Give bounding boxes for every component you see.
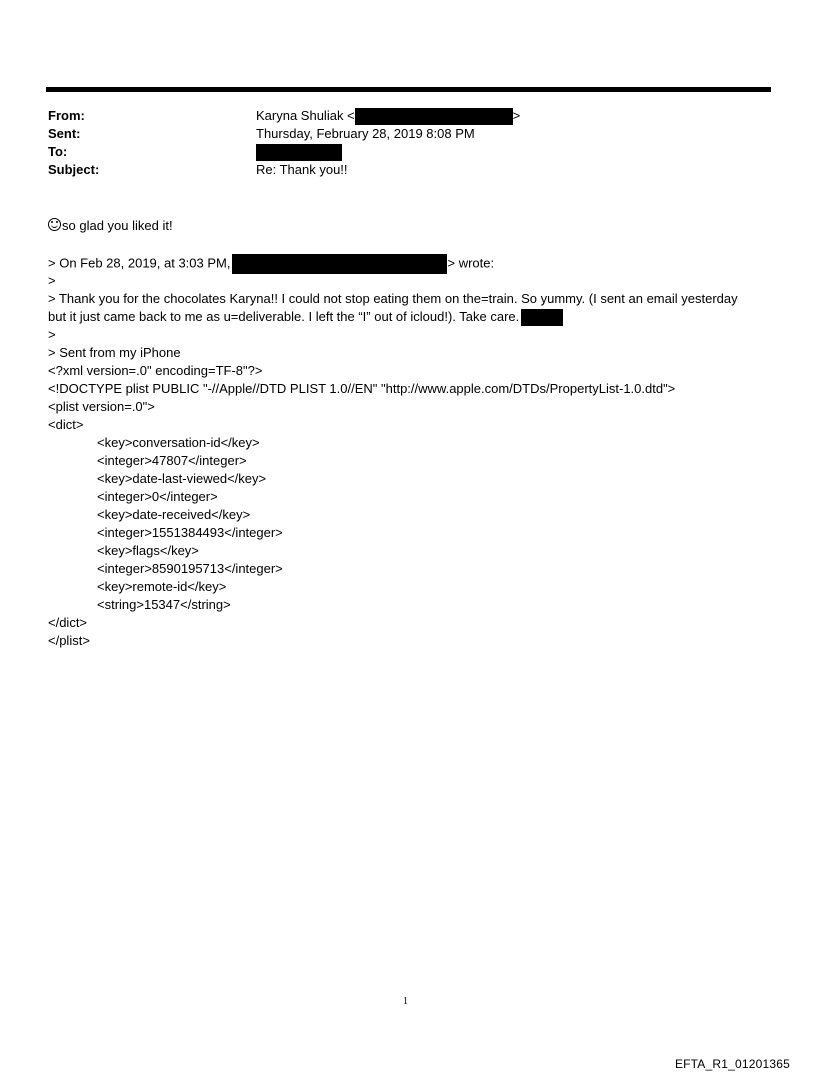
redaction-box xyxy=(355,108,513,125)
reply-line xyxy=(48,217,173,235)
quote-marker: > xyxy=(48,273,56,288)
dict-line: <integer>0</integer> xyxy=(97,489,218,504)
quote-line-2: but it just came back to me as u=deliverable. I left the “I” out of icloud!). Take care. xyxy=(48,309,520,324)
document-id: EFTA_R1_01201365 xyxy=(674,1057,790,1071)
quote-line-1: > Thank you for the chocolates Karyna!! I could not stop eating them on the=train. So yummy. (I sent an email yesterday xyxy=(48,291,738,306)
quote-line-2-wrap xyxy=(48,308,563,326)
reply-text: so glad you liked it! xyxy=(62,218,173,233)
redaction-box xyxy=(256,144,342,161)
dict-close: </dict> xyxy=(48,615,88,630)
from-name: Karyna Shuliak < xyxy=(256,108,355,123)
quote-marker: > xyxy=(48,327,56,342)
dict-line: <integer>8590195713</integer> xyxy=(97,561,283,576)
sent-from-line: > Sent from my iPhone xyxy=(48,345,181,360)
sent-value: Thursday, February 28, 2019 8:08 PM xyxy=(256,126,475,141)
subject-value: Re: Thank you!! xyxy=(256,162,348,177)
quote-intro-suffix: > wrote: xyxy=(447,255,495,271)
quote-intro-prefix: > On Feb 28, 2019, at 3:03 PM, xyxy=(48,255,231,271)
smiley-icon xyxy=(48,218,61,231)
dict-line: <key>flags</key> xyxy=(97,543,199,558)
subject-label: Subject: xyxy=(48,162,100,177)
page-number: 1 xyxy=(403,996,408,1007)
plist-close: </plist> xyxy=(48,633,90,648)
dict-line: <key>date-last-viewed</key> xyxy=(97,471,267,486)
plist-open: <plist version=.0"> xyxy=(48,399,155,414)
to-value xyxy=(256,143,342,161)
dict-line: <key>remote-id</key> xyxy=(97,579,227,594)
sent-label: Sent: xyxy=(48,126,81,141)
xml-declaration: <?xml version=.0" encoding=TF-8"?> xyxy=(48,363,263,378)
dict-line: <integer>47807</integer> xyxy=(97,453,247,468)
from-close: > xyxy=(512,108,521,123)
dict-line: <string>15347</string> xyxy=(97,597,231,612)
from-label: From: xyxy=(48,108,85,123)
dict-line: <integer>1551384493</integer> xyxy=(97,525,283,540)
from-value xyxy=(256,107,520,125)
doctype-line: <!DOCTYPE plist PUBLIC "-//Apple//DTD PLIST 1.0//EN" "http://www.apple.com/DTDs/PropertyList-1.0.dtd"> xyxy=(48,381,676,396)
redaction-box xyxy=(521,309,563,326)
header-rule xyxy=(46,87,771,92)
quote-intro xyxy=(48,254,494,274)
dict-open: <dict> xyxy=(48,417,84,432)
dict-line: <key>date-received</key> xyxy=(97,507,251,522)
dict-line: <key>conversation-id</key> xyxy=(97,435,260,450)
to-label: To: xyxy=(48,144,68,159)
redaction-box xyxy=(232,254,447,274)
